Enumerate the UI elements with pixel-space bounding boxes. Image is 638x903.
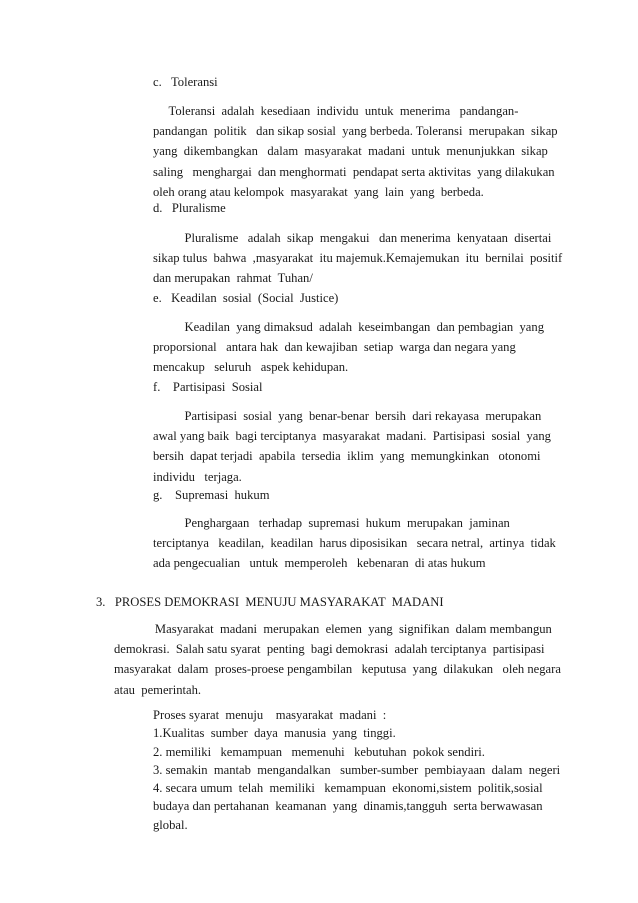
paragraph-pluralisme xyxy=(153,228,562,289)
text-line: sikap tulus bahwa ,masyarakat itu majemuk.Kemajemukan itu bernilai positif xyxy=(153,251,563,266)
syarat-list xyxy=(153,706,560,834)
text-line: proporsional antara hak dan kewajiban setiap warga dan negara yang xyxy=(153,340,516,355)
text-line: oleh orang atau kelompok masyarakat yang lain yang berbeda. xyxy=(153,184,484,199)
text-line: mencakup seluruh aspek kehidupan. xyxy=(153,360,349,375)
subsection-heading-pluralisme: d. Pluralisme xyxy=(153,201,226,215)
text-line: Penghargaan terhadap supremasi hukum merupakan jaminan xyxy=(153,516,510,530)
subsection-heading-toleransi: c. Toleransi xyxy=(153,75,218,89)
text-line: terciptanya keadilan, keadilan harus diposisikan secara netral, artinya tidak xyxy=(153,536,556,551)
text-line: Pluralisme adalah sikap mengakui dan menerima kenyataan disertai xyxy=(153,231,552,245)
paragraph-keadilan-sosial xyxy=(153,317,544,378)
list-item: 4. secara umum telah memiliki kemampuan ekonomi,sistem politik,sosial xyxy=(153,781,543,796)
list-item: 1.Kualitas sumber daya manusia yang tinggi. xyxy=(153,726,396,741)
text-line: saling menghargai dan menghormati pendapat serta aktivitas yang dilakukan xyxy=(153,164,555,179)
text-line: yang dikembangkan dalam masyarakat madani untuk menunjukkan sikap xyxy=(153,144,548,159)
text-line: ada pengecualian untuk memperoleh kebenaran di atas hukum xyxy=(153,556,486,571)
text-line: awal yang baik bagi terciptanya masyarakat madani. Partisipasi sosial yang xyxy=(153,429,551,444)
text-line: atau pemerintah. xyxy=(114,682,202,697)
text-line: Masyarakat madani merupakan elemen yang signifikan dalam membangun xyxy=(114,622,552,636)
text-line: masyarakat dalam proses-proese pengambilan keputusa yang dilakukan oleh negara xyxy=(114,662,561,677)
text-line: Keadilan yang dimaksud adalah keseimbangan dan pembagian yang xyxy=(153,320,544,334)
text-line: pandangan politik dan sikap sosial yang berbeda. Toleransi merupakan sikap xyxy=(153,124,558,139)
text-line: individu terjaga. xyxy=(153,469,242,484)
list-item: Proses syarat menuju masyarakat madani : xyxy=(153,708,387,722)
paragraph-partisipasi-sosial xyxy=(153,406,551,487)
paragraph-toleransi xyxy=(153,101,558,202)
paragraph-supremasi-hukum xyxy=(153,513,556,574)
subsection-heading-keadilan-sosial: e. Keadilan sosial (Social Justice) xyxy=(153,291,339,305)
subsection-heading-supremasi-hukum: g. Supremasi hukum xyxy=(153,488,270,502)
text-line: demokrasi. Salah satu syarat penting bagi demokrasi adalah terciptanya partisipasi xyxy=(114,642,545,657)
list-item: 3. semakin mantab mengandalkan sumber-sumber pembiayaan dalam negeri xyxy=(153,762,561,777)
list-item: 2. memiliki kemampuan memenuhi kebutuhan pokok sendiri. xyxy=(153,744,485,759)
text-line: Partisipasi sosial yang benar-benar bersih dari rekayasa merupakan xyxy=(153,409,542,423)
section-heading-proses-demokrasi: 3. PROSES DEMOKRASI MENUJU MASYARAKAT MADANI xyxy=(96,595,444,609)
text-line: Toleransi adalah kesediaan individu untuk menerima pandangan- xyxy=(153,104,519,118)
paragraph-proses-demokrasi xyxy=(114,619,561,700)
list-item: budaya dan pertahanan keamanan yang dinamis,tangguh serta berwawasan xyxy=(153,799,543,814)
subsection-heading-partisipasi-sosial: f. Partisipasi Sosial xyxy=(153,380,263,394)
list-item: global. xyxy=(153,817,188,832)
text-line: dan merupakan rahmat Tuhan/ xyxy=(153,271,313,286)
text-line: bersih dapat terjadi apabila tersedia iklim yang memungkinkan otonomi xyxy=(153,449,541,464)
